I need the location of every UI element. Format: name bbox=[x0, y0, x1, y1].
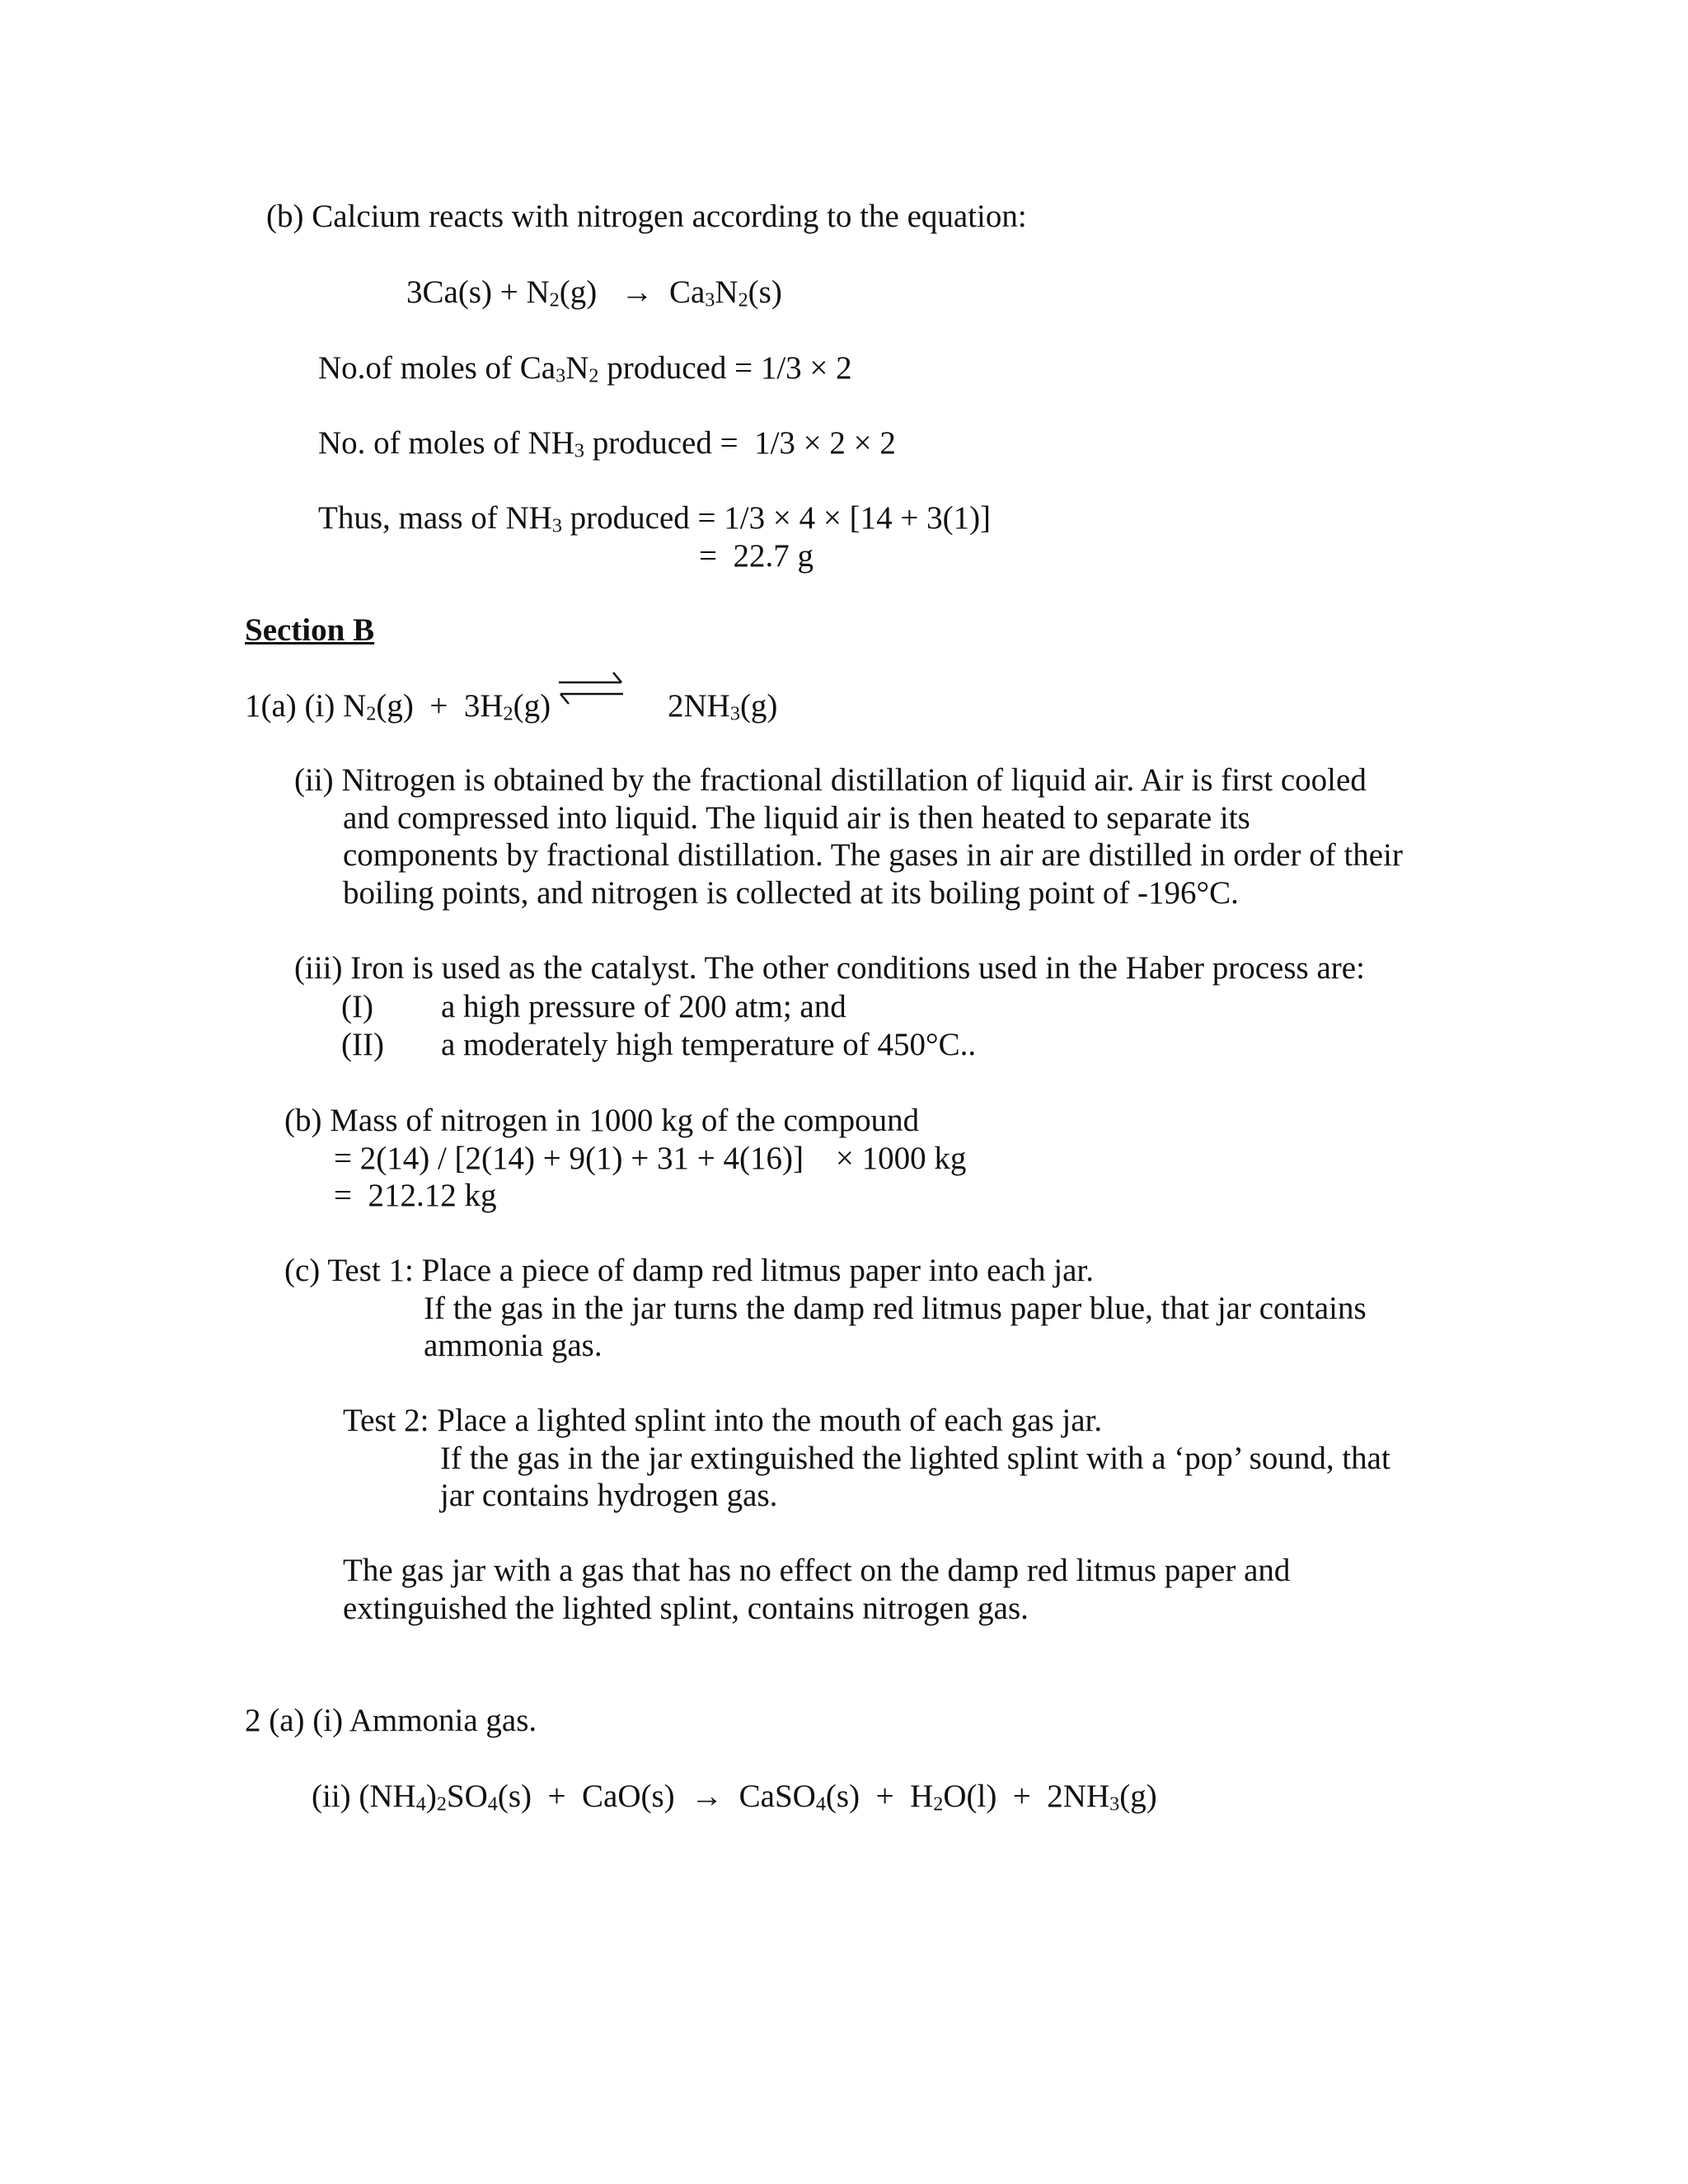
q2a-ii-equation: (ii) $(NH_4)_2SO_4(s) + CaO(s)$ → CaSO$_4$(s) + $H_2O(l) + 2NH_3(g)$ bbox=[312, 1779, 1157, 1816]
moles-ca3n2-line: No.of moles of $Ca_3N_2$ produced = 1/3 × 2 bbox=[318, 350, 852, 387]
q1a-iii-item-num-2: (II) bbox=[341, 1027, 384, 1062]
mass-nh3-line: Thus, mass of $NH_3$ produced = 1/3 × 4 × [14 + 3(1)] bbox=[318, 500, 992, 537]
q1c-test2-line-2: jar contains hydrogen gas. bbox=[440, 1478, 778, 1513]
haber-equation-reactants: 1(a) (i) $N_2(g) + 3H_2(g)$ bbox=[245, 688, 551, 725]
q1c-test1-line-1: If the gas in the jar turns the damp red litmus paper blue, that jar contains bbox=[424, 1291, 1367, 1326]
calcium-equation: $3Ca(s) + N_2(g) \to Ca_3N_2(s)$ bbox=[406, 274, 782, 312]
section-b-title: Section B bbox=[245, 612, 375, 648]
haber-equation-product: $2NH_3(g)$ bbox=[668, 688, 778, 725]
mass-nh3-result: = 22.7 g bbox=[699, 538, 814, 574]
q1a-iii-item-text-2: a moderately high temperature of 450°C.. bbox=[441, 1027, 977, 1062]
q1c-test1-label: (c) Test 1: Place a piece of damp red litmus paper into each jar. bbox=[284, 1253, 1095, 1288]
q1a-iii-item-text-1: a high pressure of 200 atm; and bbox=[441, 989, 846, 1024]
equilibrium-arrows-icon bbox=[554, 668, 628, 709]
q1b-line-3: = 212.12 kg bbox=[334, 1178, 497, 1213]
q1c-conclusion-line-1: The gas jar with a gas that has no effect on the damp red litmus paper and bbox=[343, 1553, 1291, 1588]
part-b-heading: (b) Calcium reacts with nitrogen according to the equation: bbox=[266, 199, 1027, 234]
q1b-line-1: (b) Mass of nitrogen in 1000 kg of the compound bbox=[284, 1103, 920, 1138]
q1a-ii-line-1: (ii) Nitrogen is obtained by the fractional distillation of liquid air. Air is first cooled bbox=[294, 762, 1367, 798]
q1b-line-2: = 2(14) / [2(14) + 9(1) + 31 + 4(16)] × 1000 kg bbox=[334, 1141, 967, 1176]
q1a-iii-intro: (iii) Iron is used as the catalyst. The other conditions used in the Haber process are: bbox=[294, 950, 1365, 986]
moles-nh3-line: No. of moles of $NH_3$ produced = 1/3 × 2 × 2 bbox=[318, 425, 896, 462]
q2a-i: 2 (a) (i) Ammonia gas. bbox=[245, 1703, 537, 1738]
q1c-test2-label: Test 2: Place a lighted splint into the mouth of each gas jar. bbox=[343, 1403, 1103, 1438]
q1c-test1-line-2: ammonia gas. bbox=[424, 1328, 603, 1363]
q1a-ii-line-3: components by fractional distillation. The gases in air are distilled in order of their bbox=[343, 837, 1403, 873]
q1a-iii-item-num-1: (I) bbox=[341, 989, 373, 1024]
q1c-conclusion-line-2: extinguished the lighted splint, contains nitrogen gas. bbox=[343, 1591, 1029, 1626]
q1a-ii-line-2: and compressed into liquid. The liquid air is then heated to separate its bbox=[343, 800, 1250, 836]
q1a-ii-line-4: boiling points, and nitrogen is collected at its boiling point of -196°C. bbox=[343, 875, 1239, 911]
q1c-test2-line-1: If the gas in the jar extinguished the lighted splint with a ‘pop’ sound, that bbox=[440, 1441, 1390, 1476]
